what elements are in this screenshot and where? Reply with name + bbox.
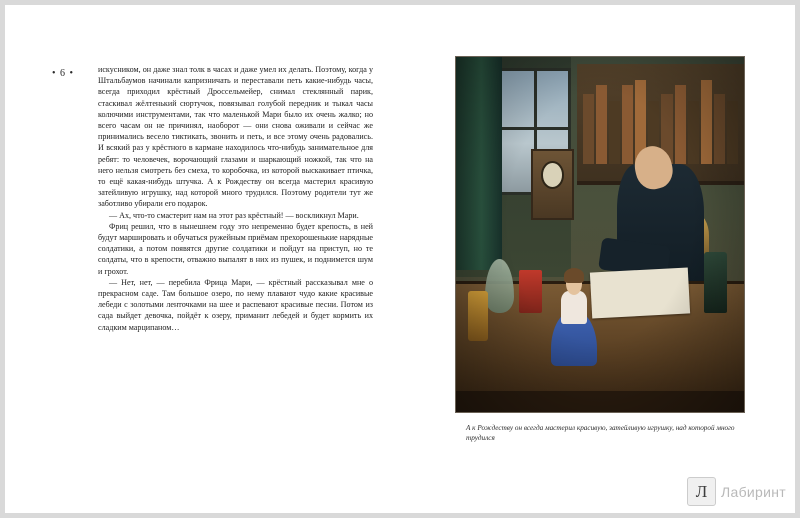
scan-edge-top [0, 0, 800, 5]
paragraph: — Нет, нет, — перебила Фрица Мари, — крёстный рассказывал мне о прекрасном саде. Там большое озеро, по нему плавают чудо какие красивые лебеди с золотыми ленточками на шее и распевают красивые песни. Потом из сада выйдет девочка, пойдёт к озеру, приманит лебедей и будет кормить их сладким марципаном… [98, 277, 373, 332]
illustration-table-front [456, 391, 744, 413]
body-text-column [98, 64, 373, 333]
illustration-clock-face [541, 161, 565, 189]
page-number: • 6 • [52, 68, 75, 79]
scan-edge-left [0, 0, 5, 518]
illustration-artwork [456, 57, 744, 412]
illustration-clock [531, 149, 574, 220]
watermark [687, 477, 786, 506]
illustration-bottle [704, 252, 727, 312]
left-text-page [52, 42, 382, 472]
illustration-toy-soldier [468, 291, 488, 341]
illustration-doll [551, 270, 597, 366]
paragraph: — Ах, что-то смастерит нам на этот раз крёстный! — воскликнул Мари. [109, 210, 359, 220]
illustration-doll-top [561, 291, 587, 324]
illustration [455, 56, 745, 413]
illustration-red-jar [519, 270, 542, 313]
watermark-text: Лабиринт [721, 483, 786, 500]
scan-edge-bottom [0, 513, 800, 518]
watermark-logo-icon: Л [687, 477, 716, 506]
illustration-caption: А к Рождеству он всегда мастерил красивую, затейливую игрушку, над которой много трудился [466, 424, 735, 442]
illustration-doll-hair [564, 268, 584, 283]
paragraph: искусником, он даже знал толк в часах и даже умел их делать. Поэтому, когда у Штальбаумов начинали капризничать и переставали петь какие-нибудь часы, всегда приходил крёстный Дроссельмейер, снимал стеклянный парик, стаскивал жёлтенький сюртучок, повязывал голубой передник и тыкал часы колючими инструментами, так что маленькой Мари было их очень жалко; но всего часам он не причинял, наоборот — они снова оживали и сейчас же принимались весело тиктикать, звонить и петь, и все этому очень радовались. И всякий раз у крёстного в кармане находилось что-нибудь занимательное для ребят: то человечек, ворочающий глазами и шаркающий ножкой, так что на него нельзя смотреть без смеха, то коробочка, из которой выскакивает птичка, то ещё какая-нибудь штучка. А к Рождеству он всегда мастерил красивую затейливую игрушку, над которой много трудился. Поэтому родители тут же заботливо убирали его подарок. [98, 65, 373, 209]
scan-edge-right [795, 0, 800, 518]
paragraph: Фриц решил, что в нынешнем году это непременно будет крепость, в ней будут маршировать и обучаться ружейным приёмам прехорошенькие нарядные солдатики, а потом появятся другие солдатики и пойдут на приступ, но те солдаты, что в крепости, отважно выпалят в них из пушек, и поднимется шум и грохот. [98, 221, 373, 276]
illustration-paper [590, 267, 690, 318]
illustration-curtain [456, 57, 502, 270]
